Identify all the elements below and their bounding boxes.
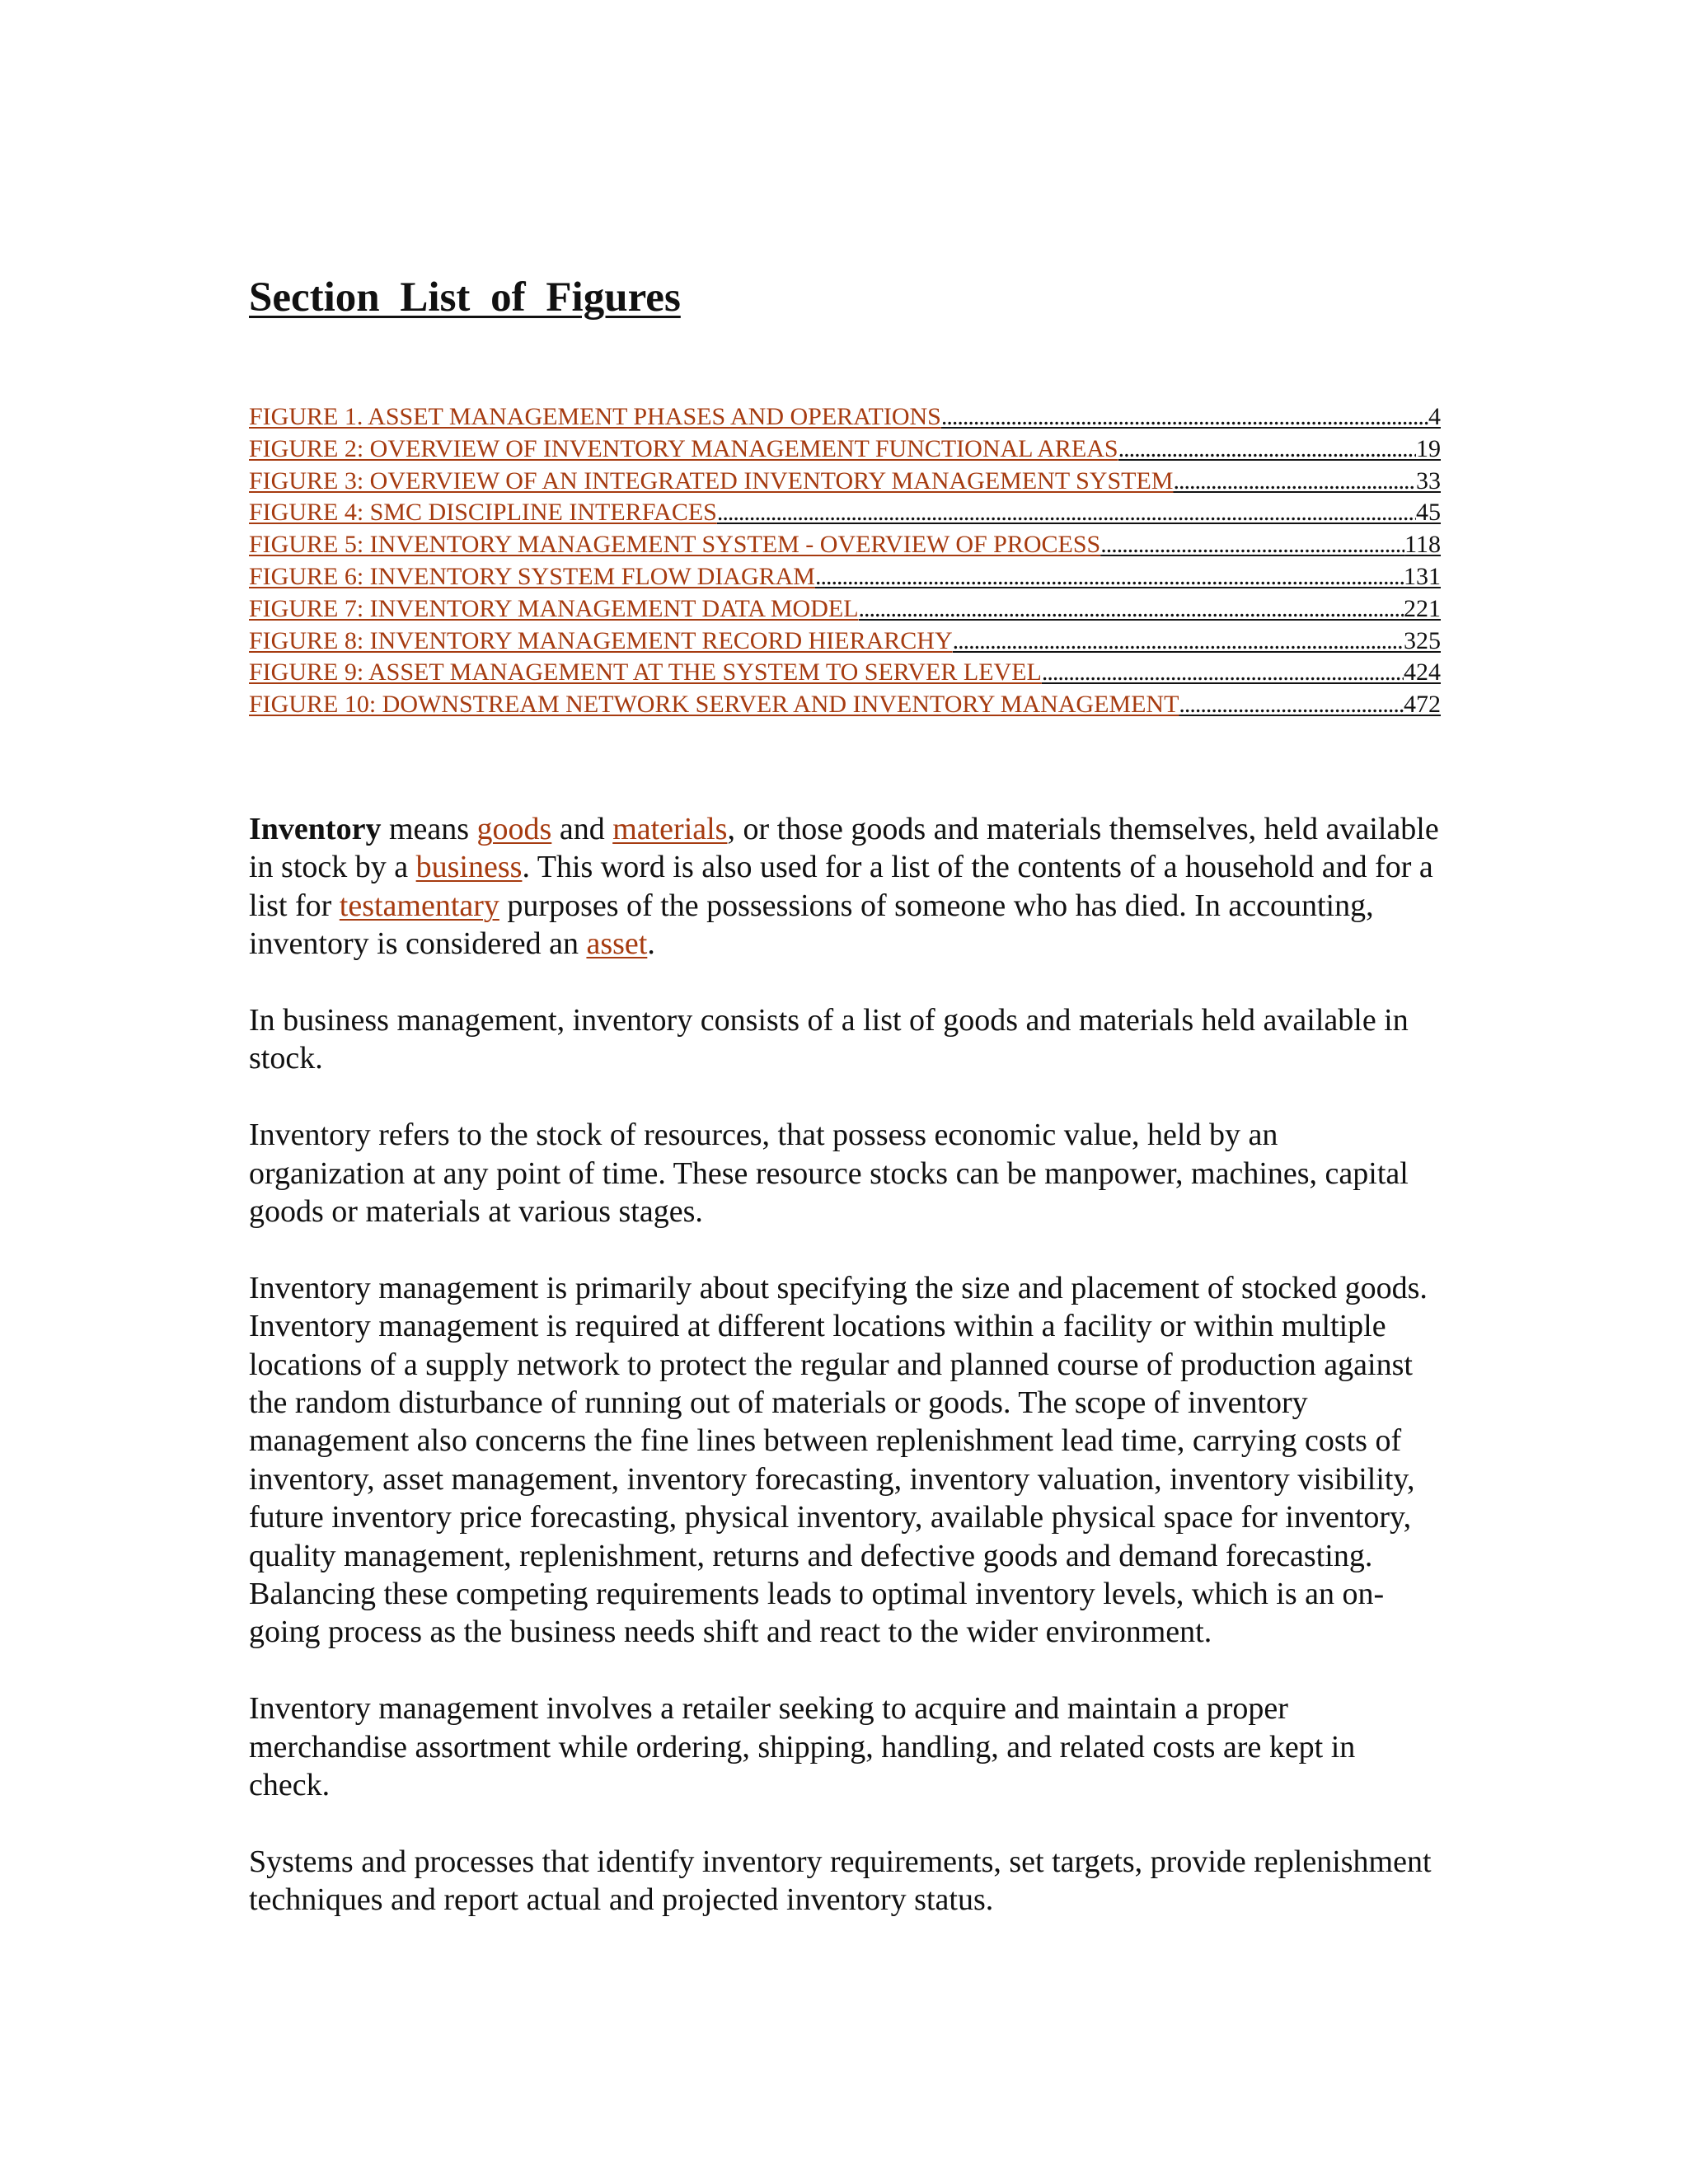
paragraph: Inventory management is primarily about specifying the size and placement of stocked goods. Inventory management is required at different locations within a facility or within multiple locations of a supply network to protect the regular and planned course of production against the random disturbance of running out of materials or goods. The scope of inventory management also concerns the fine lines between replenishment lead time, carrying costs of inventory, asset management, inventory forecasting, inventory valuation, inventory visibility, future inventory price forecasting, physical inventory, available physical space for inventory, quality management, replenishment, returns and defective goods and demand forecasting. Balancing these competing requirements leads to optimal inventory levels, which is an on-going process as the business needs shift and react to the wider environment. xyxy=(249,1270,1428,1650)
toc-link[interactable]: FIGURE 5: INVENTORY MANAGEMENT SYSTEM - OVERVIEW OF PROCESS xyxy=(249,531,1101,559)
intro-paragraph xyxy=(249,810,1441,963)
text-run: means xyxy=(381,812,477,846)
paragraph: Systems and processes that identify inventory requirements, set targets, provide replenishment techniques and report actual and projected inventory status. xyxy=(249,1844,1432,1918)
term-inventory: Inventory xyxy=(249,812,382,846)
paragraph: Inventory refers to the stock of resources, that possess economic value, held by an organization at any point of time. These resource stocks can be manpower, machines, capital goods or materials at various stages. xyxy=(249,1118,1409,1230)
toc-entry-figure-5[interactable] xyxy=(249,529,1441,561)
toc-page-number: 131 xyxy=(1404,562,1441,590)
text-run: purposes of the possessions of someone who has died. In accounting, inventory is considered an xyxy=(249,888,1374,962)
toc-leader-dots xyxy=(1100,529,1404,561)
link-asset[interactable]: asset xyxy=(586,926,648,962)
link-materials[interactable]: materials xyxy=(612,812,728,846)
toc-entry-figure-6[interactable] xyxy=(249,561,1441,593)
toc-leader-dots xyxy=(941,401,1428,434)
toc-entry-figure-4[interactable] xyxy=(249,497,1441,529)
toc-entry-figure-9[interactable] xyxy=(249,657,1441,689)
toc-link[interactable]: FIGURE 8: INVENTORY MANAGEMENT RECORD HIERARCHY xyxy=(249,626,953,654)
toc-page-number: 19 xyxy=(1416,434,1441,462)
toc-page-number: 472 xyxy=(1404,691,1441,719)
text-run: . This word is also used for a list of the contents of a household and for a list for xyxy=(249,850,1433,923)
toc-page-number: 424 xyxy=(1404,658,1441,687)
text-run: and xyxy=(551,812,613,846)
toc-leader-dots xyxy=(859,593,1404,626)
link-business[interactable]: business xyxy=(415,850,523,885)
paragraph: Inventory management involves a retailer seeking to acquire and maintain a proper merchandise assortment while ordering, shipping, handling, and related costs are kept in check. xyxy=(249,1691,1356,1803)
toc-entry-figure-1[interactable] xyxy=(249,401,1441,434)
text-run: , or those goods and materials themselves, held available in stock by a xyxy=(249,812,1439,885)
toc-page-number: 325 xyxy=(1404,626,1441,654)
toc-leader-dots xyxy=(717,497,1416,529)
toc-page-number: 4 xyxy=(1428,403,1441,430)
toc-link[interactable]: FIGURE 1. ASSET MANAGEMENT PHASES AND OPERATIONS xyxy=(249,403,941,430)
toc-entry-figure-2[interactable] xyxy=(249,434,1441,466)
toc-leader-dots xyxy=(953,626,1404,658)
toc-leader-dots xyxy=(1179,689,1404,721)
toc-link[interactable]: FIGURE 6: INVENTORY SYSTEM FLOW DIAGRAM xyxy=(249,562,815,590)
toc-entry-figure-8[interactable] xyxy=(249,626,1441,658)
toc-link[interactable]: FIGURE 4: SMC DISCIPLINE INTERFACES xyxy=(249,499,717,527)
toc-page-number: 118 xyxy=(1404,531,1441,559)
toc-link[interactable]: FIGURE 3: OVERVIEW OF AN INTEGRATED INVENTORY MANAGEMENT SYSTEM xyxy=(249,466,1174,494)
toc-leader-dots xyxy=(1118,434,1416,466)
toc-page-number: 33 xyxy=(1416,466,1441,494)
list-of-figures xyxy=(249,401,1441,721)
toc-entry-figure-7[interactable] xyxy=(249,593,1441,626)
toc-page-number: 45 xyxy=(1416,499,1441,527)
toc-leader-dots xyxy=(815,561,1404,593)
text-run: . xyxy=(647,926,655,962)
section-title: Section List of Figures xyxy=(249,274,681,321)
toc-link[interactable]: FIGURE 9: ASSET MANAGEMENT AT THE SYSTEM TO SERVER LEVEL xyxy=(249,658,1042,687)
toc-entry-figure-10[interactable] xyxy=(249,689,1441,721)
toc-entry-figure-3[interactable] xyxy=(249,466,1441,498)
toc-leader-dots xyxy=(1042,657,1404,689)
toc-link[interactable]: FIGURE 10: DOWNSTREAM NETWORK SERVER AND INVENTORY MANAGEMENT xyxy=(249,691,1179,719)
toc-link[interactable]: FIGURE 2: OVERVIEW OF INVENTORY MANAGEMENT FUNCTIONAL AREAS xyxy=(249,434,1118,462)
link-goods[interactable]: goods xyxy=(476,812,552,846)
toc-link[interactable]: FIGURE 7: INVENTORY MANAGEMENT DATA MODEL xyxy=(249,594,859,622)
toc-leader-dots xyxy=(1173,466,1416,498)
toc-page-number: 221 xyxy=(1404,594,1441,622)
body-text xyxy=(249,810,1441,1957)
paragraph: In business management, inventory consists of a list of goods and materials held available in stock. xyxy=(249,1003,1409,1076)
link-testamentary[interactable]: testamentary xyxy=(339,888,499,923)
